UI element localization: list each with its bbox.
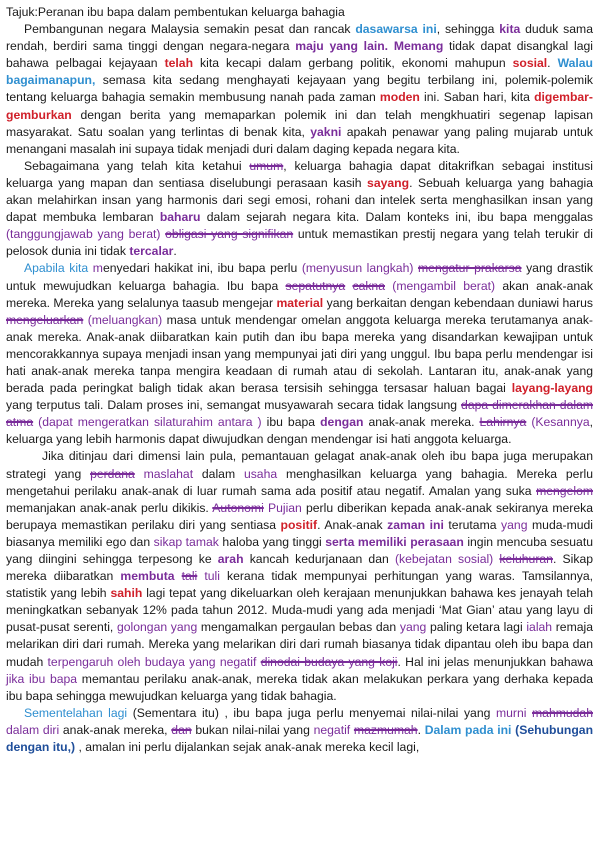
revision-purple: murni (495, 705, 527, 720)
revision-purple: terpengaruh oleh budaya yang negatif (47, 654, 257, 669)
strikethrough-deleted: tali (181, 569, 198, 584)
strikethrough-deleted: mengeluarkan (6, 312, 84, 327)
text-run: lagi tepat yang dikeluarkan oleh kerajaan menunjukkan bahawa kes jenayah telah meningkatkan sebanyak 12% pada tahun 2012. Muda-mudi yang ada menjadi ‘Mat Gian’ atau yang layu di pusat-pusat serenti, (6, 586, 593, 635)
text-run: memantau perilaku anak-anak, mereka tidak akan melakukan perkara yang derhaka kepada ibu bapa sehingga mewujudkan keluarga yang tidak bahagia. (6, 671, 593, 703)
revision-purple: (tanggungjawab yang berat) (6, 227, 161, 242)
revision-purple: sikap tamak (153, 534, 219, 549)
strikethrough-deleted: mengatur prakarsa (418, 261, 522, 276)
revision-purple: Pujian (267, 500, 302, 515)
strikethrough-deleted: obligasi yang signifikan (165, 227, 294, 242)
text-run: . Hal ini jelas menunjukkan bahawa (397, 654, 593, 669)
revision-purple: negatif (313, 722, 351, 737)
emphasis-red: moden (379, 90, 420, 105)
revision-purple: jika ibu bapa (6, 671, 78, 686)
revision-purple: (mengambil berat) (392, 278, 496, 293)
text-run: paling ketara lagi (426, 620, 527, 635)
text-run: yang berkaitan dengan kebendaan duniawi harus (323, 295, 593, 310)
emphasis-purple: kita (499, 22, 521, 37)
text-run: mengamalkan pergaulan bebas dan (197, 620, 400, 635)
revision-purple: dalam diri (6, 722, 60, 737)
revision-purple: (dapat mengeratkan silaturahim antara ) (38, 415, 262, 430)
strikethrough-deleted: sepatutnya (285, 278, 346, 293)
text-run: haloba yang tinggi (218, 534, 326, 549)
text-run: . Anak-anak (317, 517, 388, 532)
text-run: . (547, 56, 558, 71)
text-run: dalam (193, 466, 244, 481)
strikethrough-deleted: Lahirnya (479, 415, 527, 430)
emphasis-red: layang-layang (511, 381, 593, 396)
text-run (135, 467, 144, 481)
text-run: tidak dapat disangkal lagi bahawa pelbagai kejayaan (6, 39, 593, 71)
text-run: akan anak-anak mereka. Mereka yang selalunya taasub mengejar (6, 278, 594, 310)
text-run: remaja melarikan diri dari rumah. Mereka yang melarikan diri dari rumah biasanya tidak dipantau oleh ibu bapa dan mudah (6, 620, 593, 669)
emphasis-blue: Dalam pada ini (424, 722, 512, 737)
text-run: muda-mudi biasanya memiliki ego dan (6, 517, 593, 549)
revision-purple: m (92, 261, 103, 276)
paragraph-listening (6, 260, 593, 448)
strikethrough-deleted: perdana (90, 466, 135, 481)
document-page (6, 4, 593, 756)
revision-purple: yang (399, 620, 427, 635)
emphasis-purple: maju yang lain. (295, 39, 389, 54)
emphasis-red: digembar-gemburkan (6, 90, 593, 122)
strikethrough-deleted: mazmumah (353, 722, 418, 737)
revision-purple: usaha (243, 466, 278, 481)
text-run: yang drastik untuk mewujudkan keluarga bahagia. Ibu bapa (6, 261, 593, 293)
strikethrough-deleted: dan (171, 722, 192, 737)
text-run: . (417, 722, 425, 737)
text-run: ibu bapa (261, 415, 321, 430)
text-run: Pembangunan negara Malaysia semakin pesat dan rancak (24, 22, 356, 37)
revision-purple: tuli (204, 569, 220, 584)
strikethrough-deleted: mengelom (536, 483, 593, 498)
text-run: ini. Saban hari, kita (419, 90, 535, 105)
emphasis-purple: tercalar (129, 244, 174, 259)
text-run: menghasilkan keluarga yang bahagia. Mereka perlu mengetahui perilaku anak-anak di luar rumah sama ada positif atau negatif. Amalan yang suka (6, 466, 594, 498)
revision-purple: ialah (526, 620, 553, 635)
emphasis-blue: dasawarsa ini (355, 22, 437, 37)
revision-purple: maslahat (143, 466, 194, 481)
text-run: bukan nilai-nilai yang (191, 722, 314, 737)
paragraph-definition (6, 158, 593, 261)
text-run: kita kecapi dalam gerbang politik, ekonomi mahupun (193, 56, 513, 71)
revision-purple: (Kesannya (531, 415, 590, 430)
strikethrough-deleted: keluhuran (499, 552, 553, 566)
text-run: . Sikap mereka diibaratkan (6, 552, 593, 584)
strikethrough-deleted: dapa dimerakhan dalam atma (6, 398, 594, 430)
text-run: perlu diberikan kepada anak-anak sekiranya mereka berupaya memastikan perilaku diri yang sentiasa (6, 500, 594, 532)
text-run: yang terputus tali. Dalam proses ini, semangat musyawarah secara tidak langsung (6, 398, 462, 413)
emphasis-purple: serta memiliki perasaan (325, 534, 464, 549)
text-run: . Sebuah keluarga yang bahagia akan melahirkan insan yang harmonis dari segi emosi, rohani dan intelek serta menghasilkan insan yang dapat membuka lembaran (6, 175, 593, 225)
text-run: (Sementara itu) , ibu bapa juga perlu menyemai nilai-nilai yang (127, 705, 496, 720)
revision-purple: golongan yang (116, 620, 198, 635)
text-run: enyedari hakikat ini, ibu bapa perlu (102, 261, 302, 276)
emphasis-purple: baharu (159, 210, 201, 225)
text-run: terutama (443, 517, 502, 532)
text-run: anak-anak mereka, (59, 722, 172, 737)
emphasis-purple: dengan (320, 415, 364, 430)
text-run: semasa kita sedang menghayati kejayaan yang begitu terbilang ini, polemik-polemik tentang keluarga bahagia semakin membusung nanah pada zaman (6, 73, 593, 105)
text-run: Jika ditinjau dari dimensi lain pula, pemantauan gelagat anak-anak oleh ibu bapa juga merupakan strategi yang (6, 449, 593, 481)
text-run: masa untuk mendengar omelan anggota keluarga mereka terutamanya anak-anak mereka. Anak-anak diibaratkan kain putih dan ibu bapa mereka yang disandarkan kewajipan untuk mencorakkannya supaya menjadi insan yang mempunyai jati diri yang unggul. Ibu bapa perlu mendengar isi hati anak-anak mereka tanpa mengira keadaan di rumah atau di sekolah. Lantaran itu, anak-anak yang berada pada peringkat baligh tidak akan berasa tersisih sehingga tersasar haluan bagai (6, 312, 593, 396)
emphasis-blue: Walau bagaimanapun, (6, 56, 593, 88)
revision-purple: (meluangkan) (87, 312, 163, 327)
emphasis-purple: zaman ini (387, 517, 444, 532)
paragraph-values (6, 705, 593, 756)
text-run: kancah kedurjanaan dan (243, 552, 395, 566)
strikethrough-deleted: Autonomi (212, 500, 264, 515)
text-run: anak-anak mereka. (363, 415, 480, 430)
text-run: ingin mencuba sesuatu yang diingini sehingga terpesong ke (6, 534, 593, 566)
emphasis-red: sayang (367, 175, 410, 190)
essay-title: Tajuk:Peranan ibu bapa dalam pembentukan keluarga bahagia (6, 5, 345, 19)
emphasis-dark-blue: (Sehubungan dengan itu,) (6, 722, 594, 755)
text-run: dengan berita yang memaparkan polemik ini dan telah mengkhuatiri segenap lapisan masyarakat. Satu soalan yang terlintas di benak kita, (6, 107, 593, 139)
emphasis-red: sahih (110, 586, 143, 601)
text-run: untuk memastikan prestij negara yang telah terukir di pelosok dunia ini tidak (6, 227, 593, 259)
emphasis-purple: arah (217, 552, 244, 566)
revision-purple: (kebejatan sosial) (394, 552, 494, 566)
paragraph-monitoring (6, 448, 593, 704)
revision-blue: Apabila kita (24, 261, 89, 276)
emphasis-purple: yakni (310, 124, 342, 139)
text-run: . (173, 244, 177, 259)
emphasis-red: material (276, 295, 324, 310)
strikethrough-deleted: mahmudah (532, 705, 593, 720)
text-run: dalam sejarah negara kita. Dalam konteks ini, ibu bapa menggalas (200, 210, 593, 225)
revision-blue: Sementelahan lagi (24, 705, 128, 720)
paragraph-introduction (6, 21, 593, 158)
emphasis-red: sosial (512, 56, 548, 71)
strikethrough-deleted: dinodai budaya yang koji (260, 654, 398, 669)
strikethrough-deleted: cakna (352, 278, 385, 293)
text-run: memanjakan anak-anak perlu dikikis. (6, 500, 213, 515)
revision-purple: yang (501, 517, 528, 532)
text-run: , sehingga (436, 22, 500, 37)
text-run: duduk sama rendah, berdiri sama tinggi dengan negara-negara (6, 22, 593, 54)
emphasis-red: positif (280, 517, 318, 532)
text-run (175, 569, 182, 583)
emphasis-purple: membuta (120, 569, 175, 584)
emphasis-purple: Memang (393, 39, 444, 54)
text-run: , keluarga yang lebih harmonis dapat diwujudkan dengan mendengar isi hati anggota keluarga. (6, 415, 593, 447)
strikethrough-deleted: umum (249, 158, 284, 173)
revision-purple: (menyusun langkah) (301, 261, 414, 276)
text-run: kerana tidak mempunyai perhitungan yang waras. Tamsilannya, statistik yang lebih (6, 569, 594, 601)
text-run: , amalan ini perlu dijalankan sejak anak-anak mereka kecil lagi, (75, 740, 420, 755)
text-run: apakah penawar yang paling mujarab untuk menangani masalah ini supaya tidak menjadi duri dalam daging kepada negara kita. (6, 124, 593, 156)
text-run: Sebagaimana yang telah kita ketahui (24, 158, 250, 173)
text-run: , keluarga bahagia dapat ditakrifkan sebagai institusi keluarga yang mapan dan sentiasa diselubungi perasaan kasih (6, 158, 593, 190)
emphasis-red: telah (164, 56, 194, 71)
